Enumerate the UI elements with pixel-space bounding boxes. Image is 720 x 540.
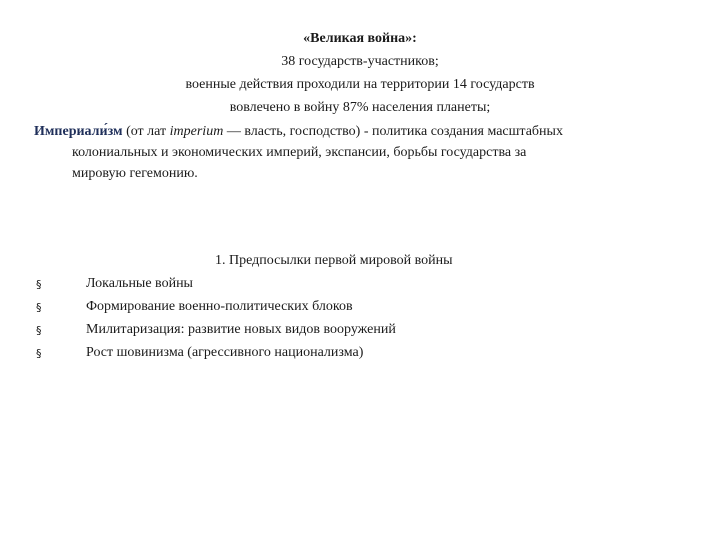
list-item-text: Милитаризация: развитие новых видов вооружений	[86, 322, 396, 337]
bullet-icon: §	[36, 324, 42, 337]
bullet-icon: §	[36, 301, 42, 314]
list-item	[0, 275, 720, 298]
list-item-text: Локальные войны	[86, 276, 193, 291]
list-item	[0, 298, 720, 321]
definition-line-1	[34, 121, 694, 142]
list-item	[0, 321, 720, 344]
definition-line-3: мировую гегемонию.	[72, 166, 198, 181]
origin-prefix: (от лат	[126, 124, 167, 139]
bullet-icon: §	[36, 278, 42, 291]
list-item-text: Рост шовинизма (агрессивного национализма)	[86, 345, 364, 360]
list-item-text: Формирование военно-политических блоков	[86, 299, 353, 314]
war-title: «Великая война»:	[303, 31, 417, 46]
imperialism-definition	[34, 121, 694, 184]
origin-rest: — власть, господство) - политика создания масштабных	[226, 124, 563, 139]
definition-line-2: колониальных и экономических империй, экспансии, борьбы государства за	[72, 145, 527, 160]
section-title: 1. Предпосылки первой мировой войны	[215, 253, 453, 268]
population-line: вовлечено в войну 87% населения планеты;	[229, 100, 491, 115]
imperialism-term: Империали́зм	[34, 124, 123, 139]
list-item	[0, 344, 720, 367]
latin-word: imperium	[169, 124, 224, 139]
prerequisites-list	[0, 275, 720, 367]
participants-line: 38 государств-участников;	[281, 54, 439, 69]
territory-line: военные действия проходили на территории 14 государств	[185, 77, 535, 92]
bullet-icon: §	[36, 347, 42, 360]
